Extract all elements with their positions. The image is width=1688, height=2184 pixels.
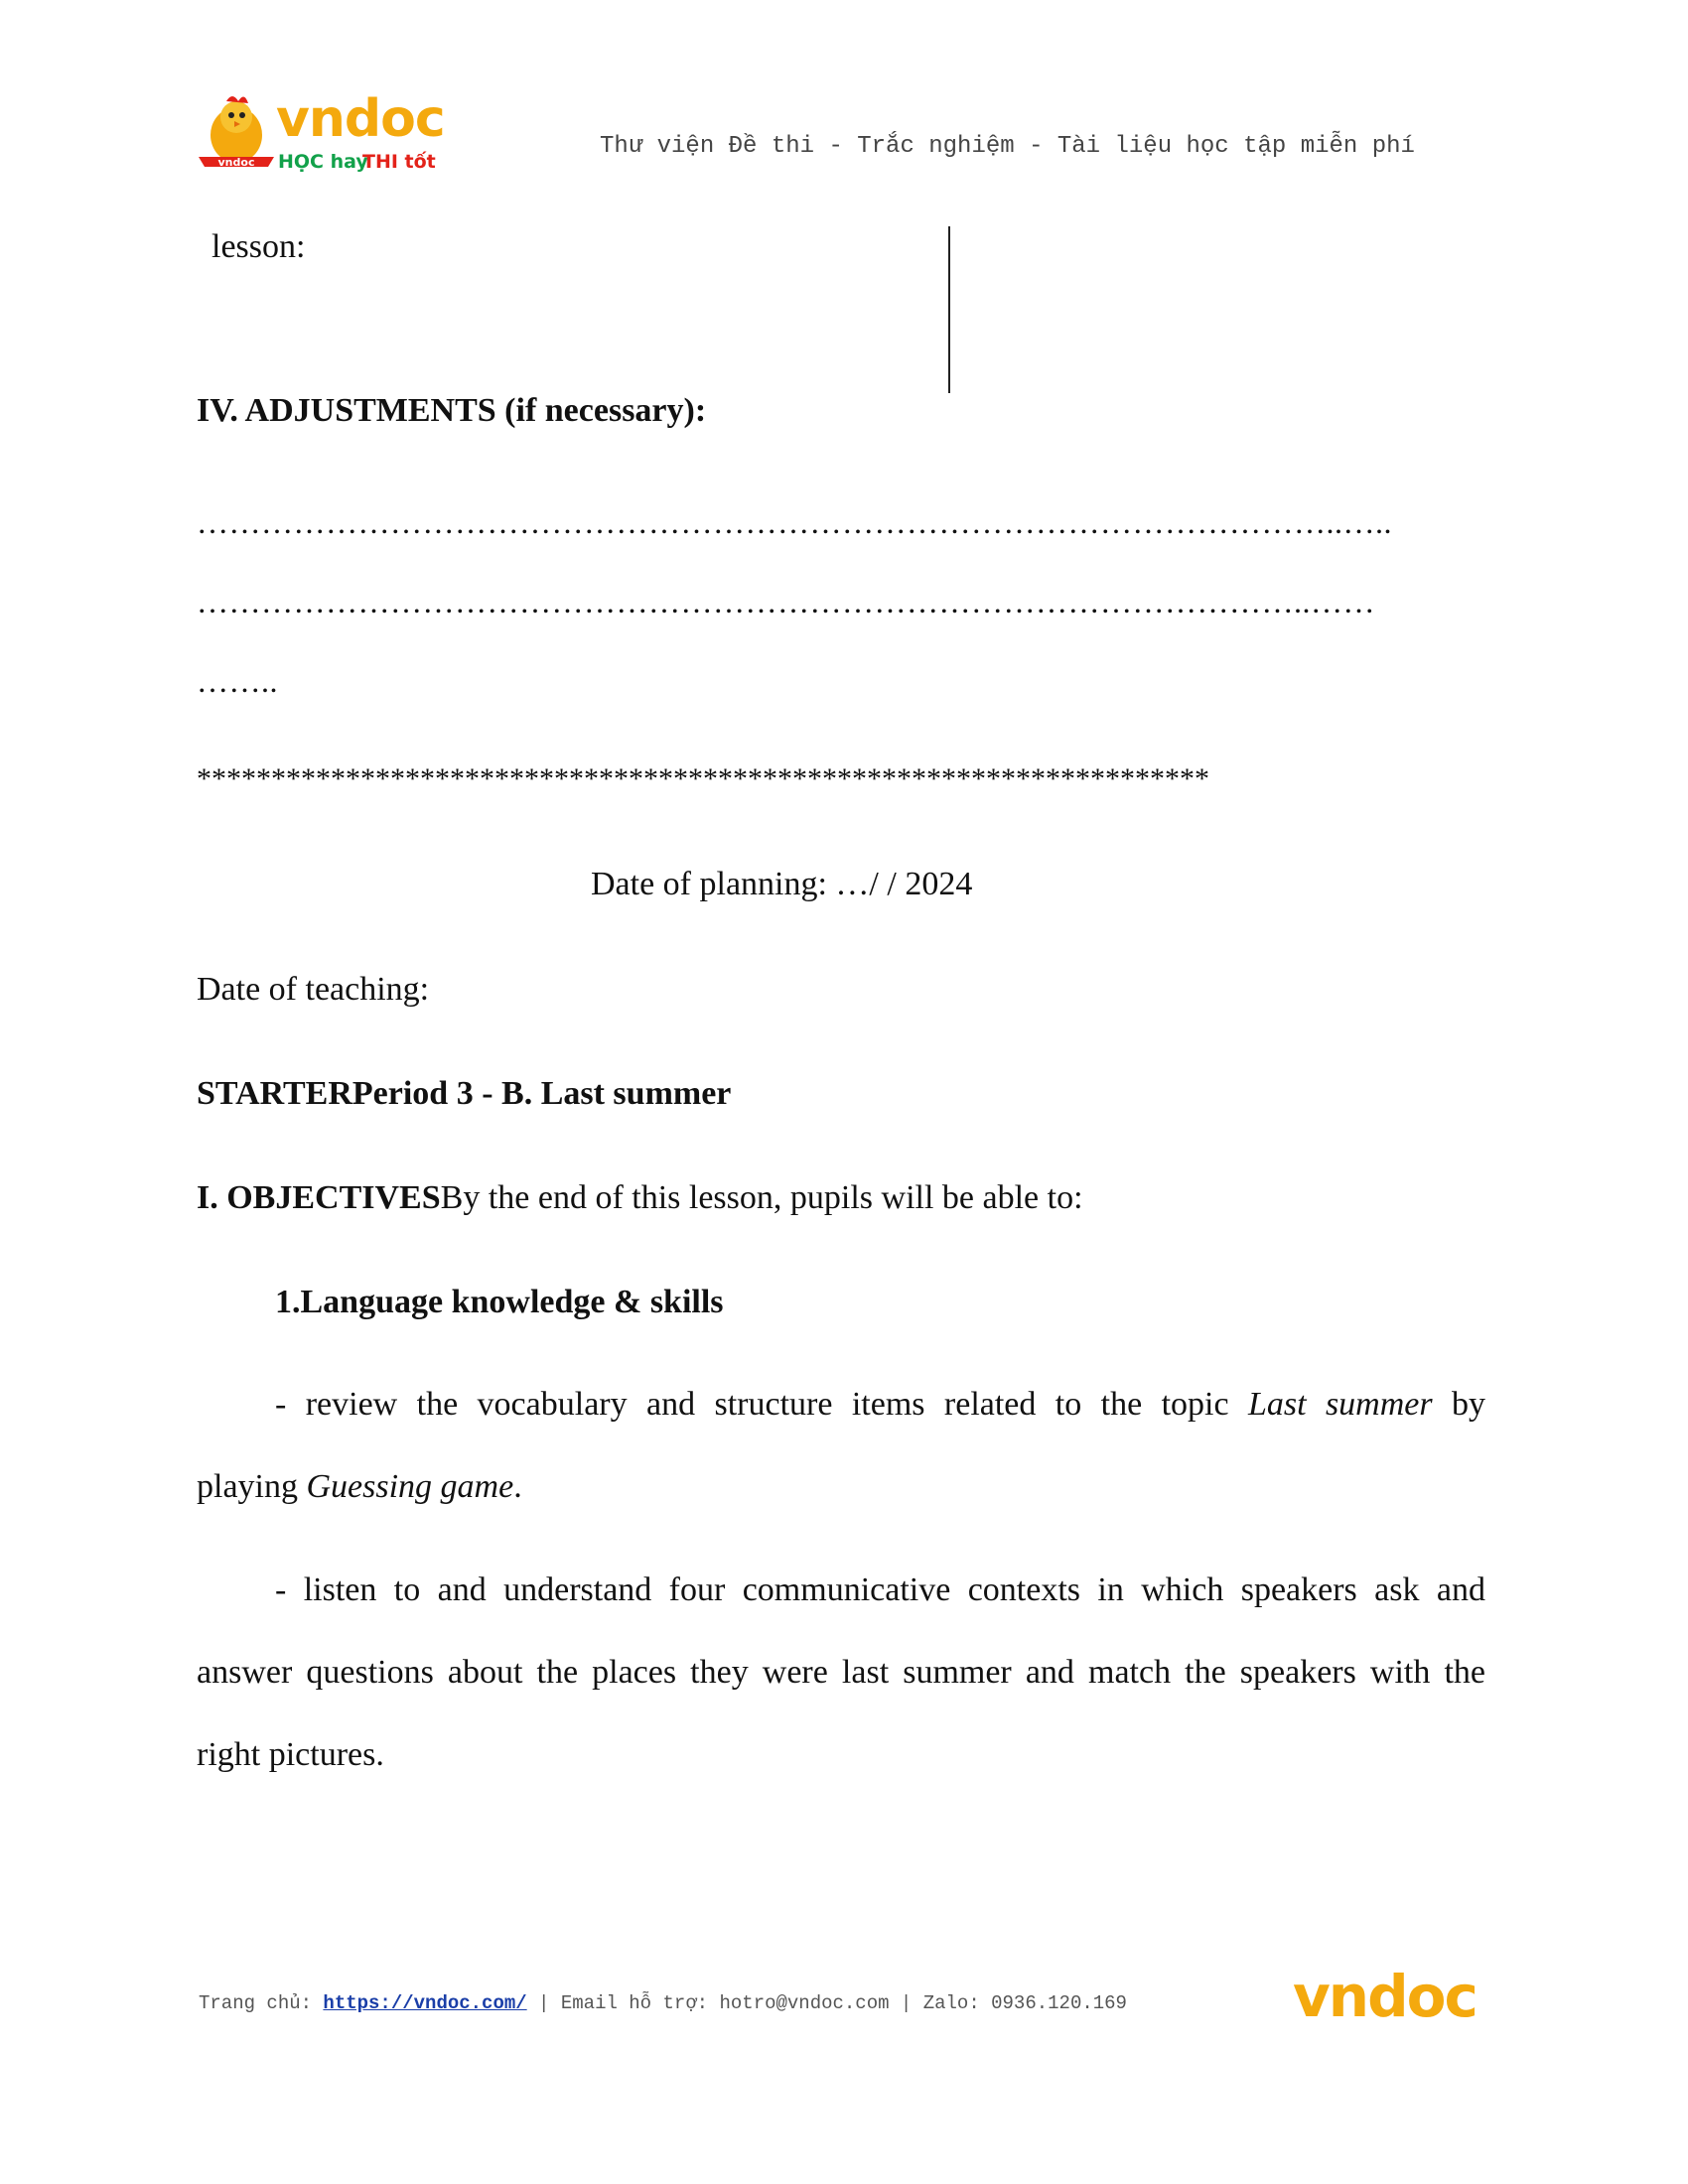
objective-item-2-line-2: answer questions about the places they were last summer and match the speakers with the xyxy=(197,1654,1485,1691)
guessing-game: Guessing game xyxy=(306,1468,514,1505)
footer-logo: vndoc xyxy=(1293,1963,1477,2030)
logo-slogan-hoc-hay: HỌC hay xyxy=(278,151,368,173)
objective-item-2-line-3: right pictures. xyxy=(197,1736,384,1773)
footer-home-label: Trang chủ: xyxy=(199,1992,324,2014)
mascot-chicken-icon xyxy=(197,91,276,179)
objective-1-by: by xyxy=(1432,1386,1486,1423)
objective-item-1-line-1 xyxy=(275,1388,1485,1422)
date-of-planning: Date of planning: …/ / 2024 xyxy=(591,866,973,902)
footer-info xyxy=(199,1992,1127,2014)
dotted-line-2: …………………………………………………………………………………………..…… xyxy=(197,584,1375,619)
objective-item-2-line-1: - listen to and understand four communicative contexts in which speakers ask and xyxy=(275,1571,1485,1608)
language-skills-heading: 1.Language knowledge & skills xyxy=(275,1284,724,1320)
logo-wordmark: vndoc xyxy=(276,89,445,149)
header-tagline: Thư viện Đề thi - Trắc nghiệm - Tài liệu học tập miễn phí xyxy=(600,133,1415,160)
objective-1-playing: playing xyxy=(197,1468,307,1505)
objectives-intro: By the end of this lesson, pupils will be able to: xyxy=(440,1179,1083,1216)
star-separator: ******************************************************************** xyxy=(197,762,1209,795)
footer-home-link[interactable]: https://vndoc.com/ xyxy=(323,1992,527,2014)
objectives-heading: I. OBJECTIVES xyxy=(197,1179,441,1216)
logo-slogan-thi-tot: THI tốt xyxy=(362,151,436,173)
vndoc-logo xyxy=(197,89,445,179)
objective-1-text: - review the vocabulary and structure items related to the topic xyxy=(275,1386,1248,1423)
dotted-line-1: ……………………………………………………………………………………………..….. xyxy=(197,504,1392,540)
adjustments-heading: IV. ADJUSTMENTS (if necessary): xyxy=(197,392,707,429)
date-of-teaching: Date of teaching: xyxy=(197,971,430,1008)
logo-badge-text: vndoc xyxy=(217,156,255,169)
lesson-label: lesson: xyxy=(211,228,306,265)
objectives-line xyxy=(197,1181,1083,1215)
objective-item-1-line-2 xyxy=(197,1470,522,1504)
footer-contact: | Email hỗ trợ: hotro@vndoc.com | Zalo: 0936.120.169 xyxy=(526,1992,1127,2014)
table-divider xyxy=(948,226,950,393)
objective-1-period: . xyxy=(513,1468,522,1505)
dotted-line-3: …….. xyxy=(197,663,278,699)
topic-last-summer: Last summer xyxy=(1247,1386,1433,1423)
period-title: STARTERPeriod 3 - B. Last summer xyxy=(197,1075,732,1112)
